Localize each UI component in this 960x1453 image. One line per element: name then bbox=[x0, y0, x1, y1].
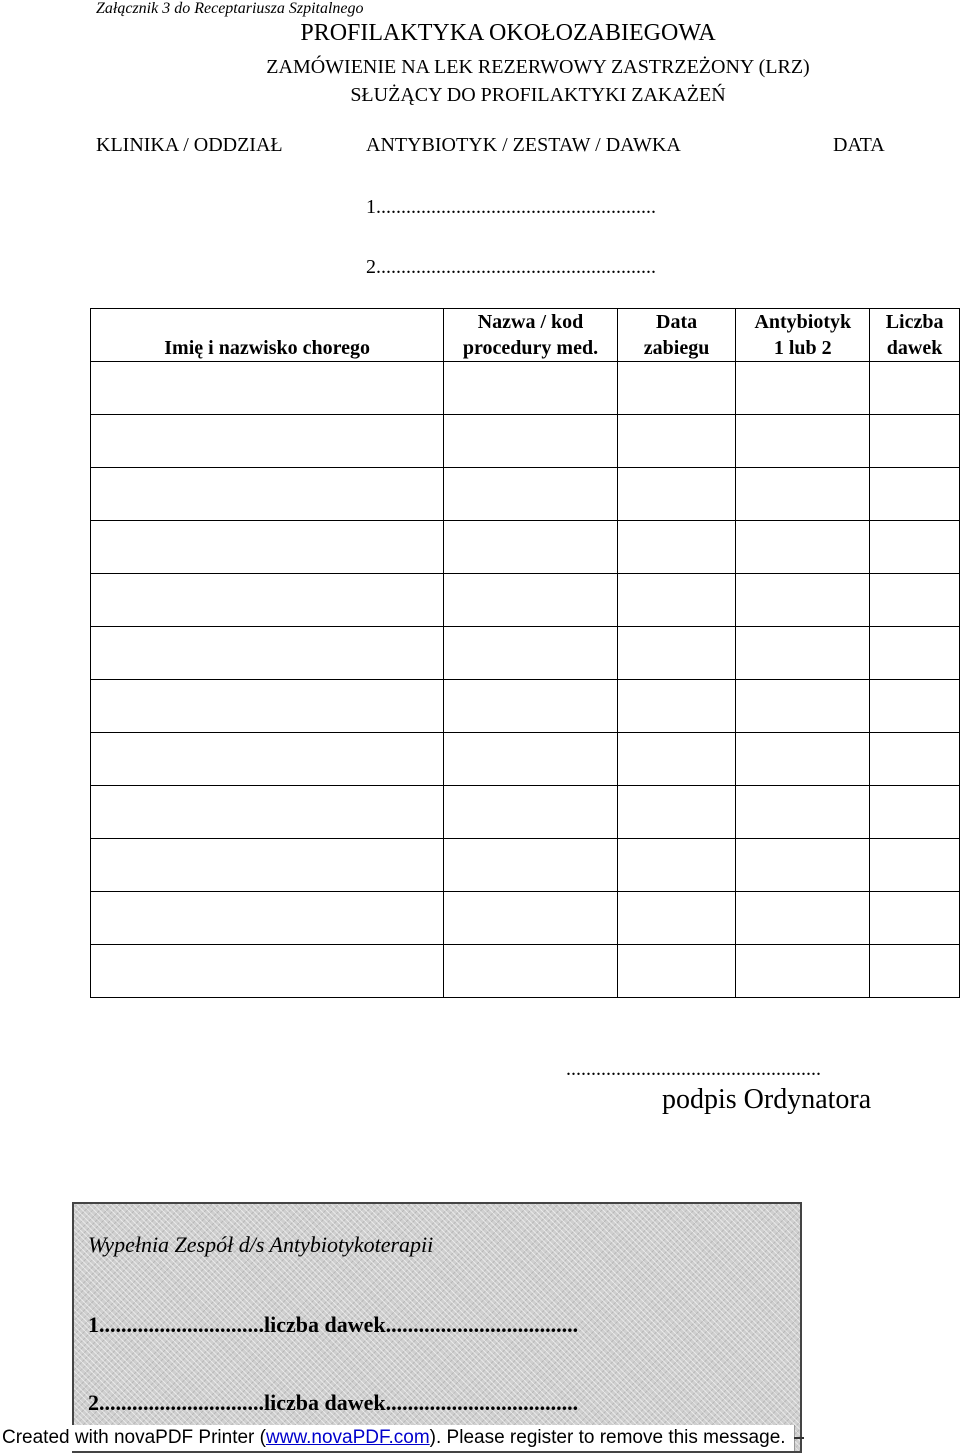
table-row bbox=[91, 680, 960, 733]
table-row bbox=[91, 839, 960, 892]
column-header-surgery-date: Data zabiegu bbox=[617, 309, 736, 362]
cell-dose-count[interactable] bbox=[870, 574, 960, 627]
cell-procedure[interactable] bbox=[444, 680, 617, 733]
cell-antibiotic[interactable] bbox=[736, 521, 870, 574]
cell-surgery-date[interactable] bbox=[617, 627, 736, 680]
cell-antibiotic[interactable] bbox=[736, 892, 870, 945]
cell-surgery-date[interactable] bbox=[617, 468, 736, 521]
signature-label: podpis Ordynatora bbox=[662, 1084, 872, 1115]
cell-procedure[interactable] bbox=[444, 839, 617, 892]
cell-procedure[interactable] bbox=[444, 362, 617, 415]
cell-dose-count[interactable] bbox=[870, 521, 960, 574]
footer-link[interactable]: www.novaPDF.com bbox=[266, 1427, 430, 1448]
column-header-patient-name: Imię i nazwisko chorego bbox=[91, 309, 444, 362]
cell-surgery-date[interactable] bbox=[617, 786, 736, 839]
table-row bbox=[91, 521, 960, 574]
cell-antibiotic[interactable] bbox=[736, 362, 870, 415]
cell-procedure[interactable] bbox=[444, 892, 617, 945]
document-subtitle: ZAMÓWIENIE NA LEK REZERWOWY ZASTRZEŻONY (LRZ) bbox=[266, 56, 810, 78]
table-row bbox=[91, 627, 960, 680]
patient-table bbox=[90, 308, 960, 998]
cell-antibiotic[interactable] bbox=[736, 786, 870, 839]
cell-patient-name[interactable] bbox=[91, 415, 444, 468]
cell-dose-count[interactable] bbox=[870, 786, 960, 839]
antibiotic-field-label: ANTYBIOTYK / ZESTAW / DAWKA bbox=[366, 134, 681, 156]
cell-patient-name[interactable] bbox=[91, 468, 444, 521]
cell-surgery-date[interactable] bbox=[617, 415, 736, 468]
cell-procedure[interactable] bbox=[444, 627, 617, 680]
cell-dose-count[interactable] bbox=[870, 362, 960, 415]
cell-procedure[interactable] bbox=[444, 415, 617, 468]
cell-procedure[interactable] bbox=[444, 733, 617, 786]
column-header-dose-count: Liczba dawek bbox=[870, 309, 960, 362]
table-row bbox=[91, 362, 960, 415]
antibiotic-line-2[interactable]: 2........................................................ bbox=[366, 256, 656, 278]
document-subtitle-2: SŁUŻĄCY DO PROFILAKTYKI ZAKAŻEŃ bbox=[350, 84, 726, 106]
cell-procedure[interactable] bbox=[444, 521, 617, 574]
cell-antibiotic[interactable] bbox=[736, 574, 870, 627]
cell-procedure[interactable] bbox=[444, 468, 617, 521]
cell-procedure[interactable] bbox=[444, 945, 617, 998]
cell-patient-name[interactable] bbox=[91, 680, 444, 733]
antibiotic-line-1[interactable]: 1........................................................ bbox=[366, 196, 656, 218]
signature-line[interactable]: ................................................... bbox=[566, 1058, 821, 1080]
cell-surgery-date[interactable] bbox=[617, 892, 736, 945]
cell-antibiotic[interactable] bbox=[736, 733, 870, 786]
cell-antibiotic[interactable] bbox=[736, 680, 870, 733]
watermark-footer bbox=[0, 1425, 795, 1451]
cell-antibiotic[interactable] bbox=[736, 627, 870, 680]
cell-surgery-date[interactable] bbox=[617, 574, 736, 627]
cell-antibiotic[interactable] bbox=[736, 468, 870, 521]
cell-dose-count[interactable] bbox=[870, 839, 960, 892]
cell-patient-name[interactable] bbox=[91, 892, 444, 945]
team-entry-2[interactable]: 2..............................liczba dawek................................... bbox=[88, 1390, 579, 1415]
document-title: PROFILAKTYKA OKOŁOZABIEGOWA bbox=[300, 20, 716, 46]
footer-suffix: ). Please register to remove this message. bbox=[429, 1427, 786, 1448]
cell-procedure[interactable] bbox=[444, 574, 617, 627]
cell-dose-count[interactable] bbox=[870, 945, 960, 998]
cell-antibiotic[interactable] bbox=[736, 945, 870, 998]
cell-surgery-date[interactable] bbox=[617, 362, 736, 415]
attachment-note: Załącznik 3 do Receptariusza Szpitalnego bbox=[96, 0, 364, 17]
column-header-procedure: Nazwa / kod procedury med. bbox=[444, 309, 617, 362]
team-box-note: Wypełnia Zespół d/s Antybiotykoterapii bbox=[88, 1232, 434, 1257]
cell-surgery-date[interactable] bbox=[617, 680, 736, 733]
cell-dose-count[interactable] bbox=[870, 468, 960, 521]
cell-surgery-date[interactable] bbox=[617, 839, 736, 892]
cell-surgery-date[interactable] bbox=[617, 733, 736, 786]
table-row bbox=[91, 892, 960, 945]
ward-field-label: KLINIKA / ODDZIAŁ bbox=[96, 134, 283, 156]
cell-antibiotic[interactable] bbox=[736, 839, 870, 892]
cell-dose-count[interactable] bbox=[870, 892, 960, 945]
cell-patient-name[interactable] bbox=[91, 627, 444, 680]
cell-patient-name[interactable] bbox=[91, 521, 444, 574]
date-field-label: DATA bbox=[833, 134, 885, 156]
column-header-antibiotic: Antybiotyk 1 lub 2 bbox=[736, 309, 870, 362]
footer-dash bbox=[794, 1437, 804, 1439]
cell-antibiotic[interactable] bbox=[736, 415, 870, 468]
cell-patient-name[interactable] bbox=[91, 362, 444, 415]
cell-dose-count[interactable] bbox=[870, 415, 960, 468]
table-row bbox=[91, 415, 960, 468]
cell-dose-count[interactable] bbox=[870, 627, 960, 680]
cell-patient-name[interactable] bbox=[91, 945, 444, 998]
table-row bbox=[91, 786, 960, 839]
cell-dose-count[interactable] bbox=[870, 733, 960, 786]
table-row bbox=[91, 945, 960, 998]
team-entry-1[interactable]: 1..............................liczba dawek................................... bbox=[88, 1312, 579, 1337]
cell-dose-count[interactable] bbox=[870, 680, 960, 733]
cell-surgery-date[interactable] bbox=[617, 521, 736, 574]
cell-patient-name[interactable] bbox=[91, 839, 444, 892]
cell-patient-name[interactable] bbox=[91, 733, 444, 786]
footer-prefix: Created with novaPDF Printer ( bbox=[2, 1427, 266, 1448]
table-row bbox=[91, 574, 960, 627]
cell-surgery-date[interactable] bbox=[617, 945, 736, 998]
table-row bbox=[91, 733, 960, 786]
cell-patient-name[interactable] bbox=[91, 574, 444, 627]
table-row bbox=[91, 468, 960, 521]
table-header-row bbox=[91, 309, 960, 362]
cell-procedure[interactable] bbox=[444, 786, 617, 839]
cell-patient-name[interactable] bbox=[91, 786, 444, 839]
